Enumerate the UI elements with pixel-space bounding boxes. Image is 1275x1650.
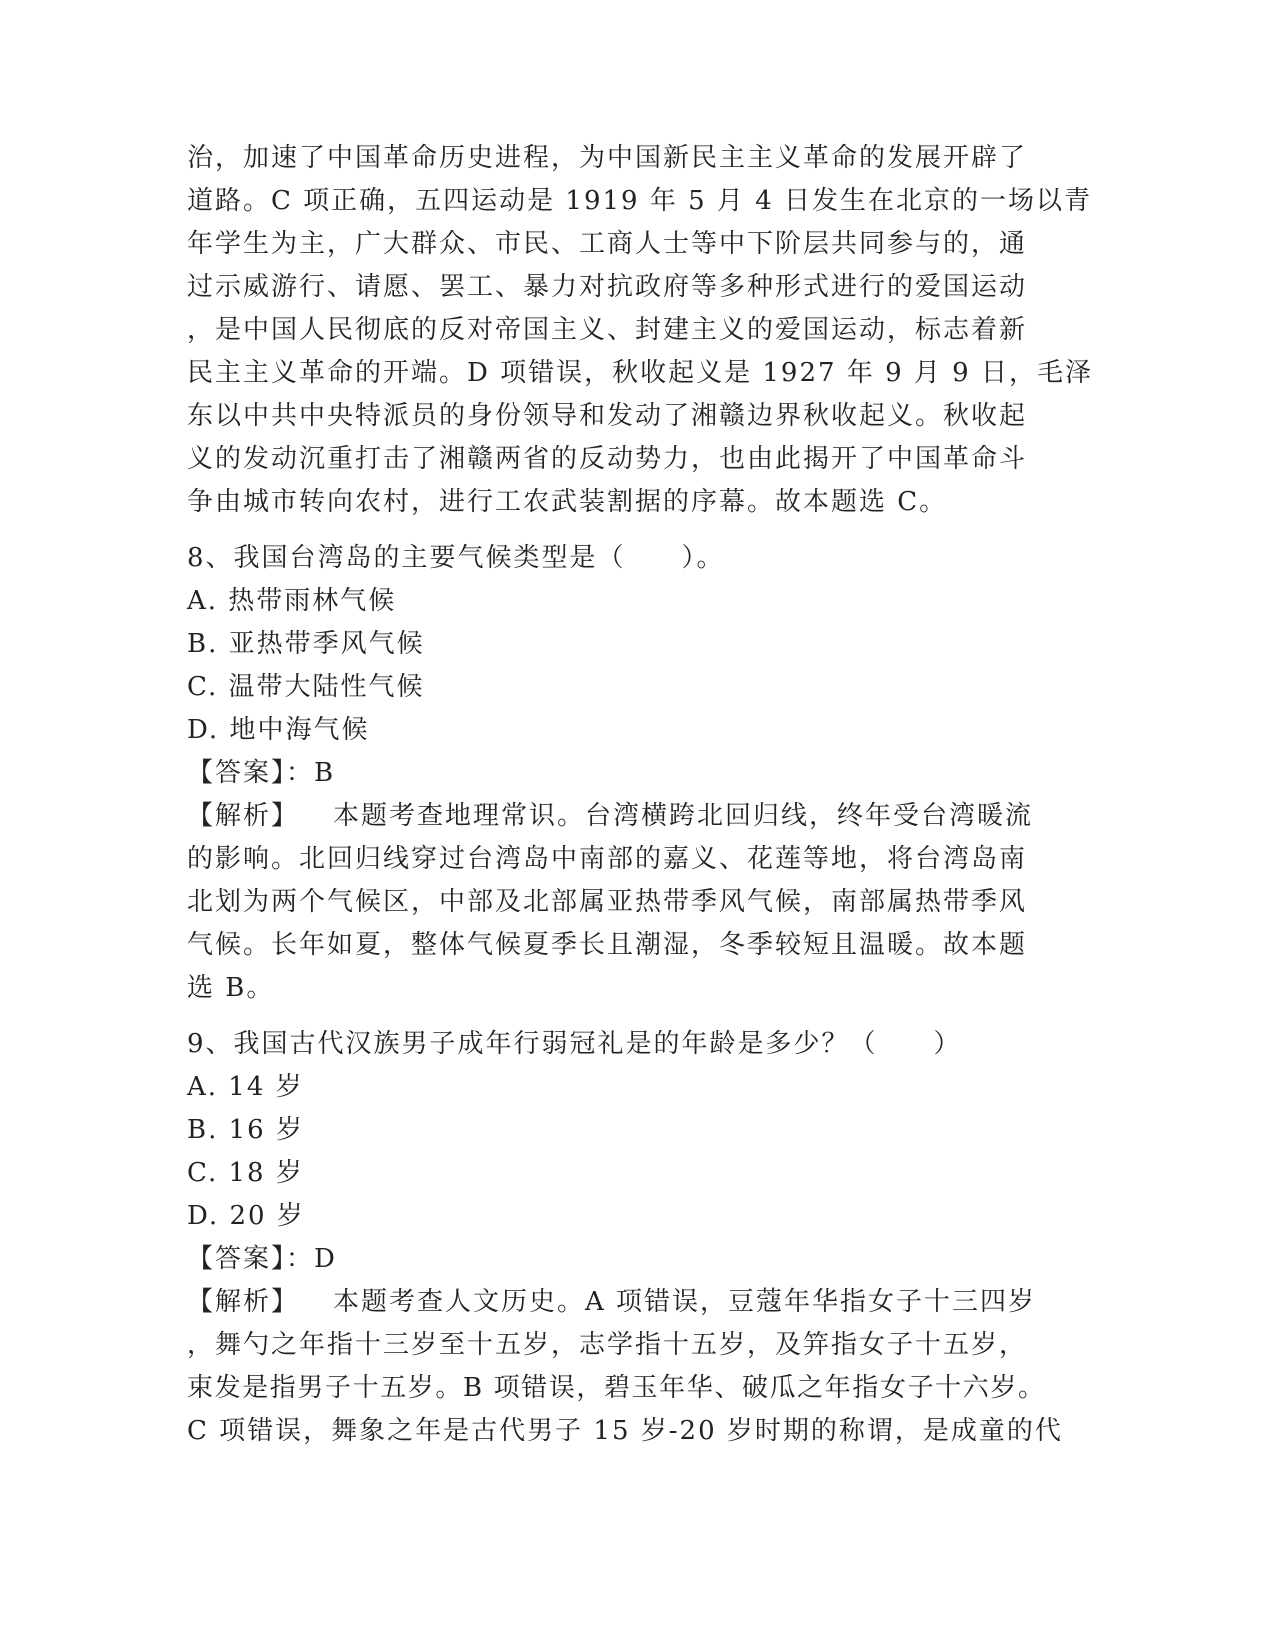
analysis-label: 【解析】 <box>187 1287 300 1317</box>
question-8-answer <box>187 756 1077 790</box>
question-8-analysis-first-line <box>187 799 1077 833</box>
prev-explanation-line: 过示威游行、请愿、罢工、暴力对抗政府等多种形式进行的爱国运动 <box>187 272 1028 302</box>
question-9-analysis-line: C 项错误，舞象之年是古代男子 15 岁-20 岁时期的称谓，是成童的代 <box>187 1416 1063 1446</box>
question-8-analysis-line: 选 B。 <box>187 973 275 1003</box>
prev-explanation-line: 义的发动沉重打击了湘赣两省的反动势力，也由此揭开了中国革命斗 <box>187 444 1028 474</box>
analysis-text: 本题考查人文历史。A 项错误，豆蔻年华指女子十三四岁 <box>333 1287 1037 1317</box>
answer-label: 【答案】： <box>187 1244 315 1274</box>
question-9-analysis-line: ，舞勺之年指十三岁至十五岁，志学指十五岁，及笄指女子十五岁， <box>187 1330 1028 1360</box>
prev-explanation-line: 东以中共中央特派员的身份领导和发动了湘赣边界秋收起义。秋收起 <box>187 401 1028 431</box>
question-9-option-c: C. 18 岁 <box>187 1158 304 1188</box>
question-8-analysis-line: 北划为两个气候区，中部及北部属亚热带季风气候，南部属热带季风 <box>187 887 1028 917</box>
question-9-option-b: B. 16 岁 <box>187 1115 304 1145</box>
question-9-analysis-first-line <box>187 1285 1077 1319</box>
question-8-analysis-line: 的影响。北回归线穿过台湾岛中南部的嘉义、花莲等地，将台湾岛南 <box>187 844 1028 874</box>
question-8-option-a: A. 热带雨林气候 <box>187 586 397 616</box>
question-9-answer <box>187 1242 1077 1276</box>
prev-explanation-line: 治，加速了中国革命历史进程，为中国新民主主义革命的发展开辟了 <box>187 143 1028 173</box>
question-8-analysis-line: 气候。长年如夏，整体气候夏季长且潮湿，冬季较短且温暖。故本题 <box>187 930 1028 960</box>
prev-explanation-line: 道路。C 项正确，五四运动是 1919 年 5 月 4 日发生在北京的一场以青 <box>187 186 1092 216</box>
question-8-text: 8、我国台湾岛的主要气候类型是（ ）。 <box>187 543 725 573</box>
analysis-label: 【解析】 <box>187 801 300 831</box>
prev-explanation-line: 争由城市转向农村，进行工农武装割据的序幕。故本题选 C。 <box>187 487 948 517</box>
prev-explanation-line: 年学生为主，广大群众、市民、工商人士等中下阶层共同参与的，通 <box>187 229 1028 259</box>
answer-value: B <box>314 758 336 788</box>
question-9-option-d: D. 20 岁 <box>187 1201 305 1231</box>
analysis-text: 本题考查地理常识。台湾横跨北回归线，终年受台湾暖流 <box>333 801 1034 831</box>
answer-value: D <box>314 1244 337 1274</box>
question-8-option-d: D. 地中海气候 <box>187 715 370 745</box>
answer-label: 【答案】： <box>187 758 315 788</box>
prev-explanation-line: 民主主义革命的开端。D 项错误，秋收起义是 1927 年 9 月 9 日，毛泽 <box>187 358 1093 388</box>
question-9-option-a: A. 14 岁 <box>187 1072 304 1102</box>
question-8-option-c: C. 温带大陆性气候 <box>187 672 425 702</box>
prev-explanation-line: ，是中国人民彻底的反对帝国主义、封建主义的爱国运动，标志着新 <box>187 315 1028 345</box>
question-8-option-b: B. 亚热带季风气候 <box>187 629 425 659</box>
question-9-analysis-line: 束发是指男子十五岁。B 项错误，碧玉年华、破瓜之年指女子十六岁。 <box>187 1373 1046 1403</box>
question-9-text: 9、我国古代汉族男子成年行弱冠礼是的年龄是多少？（ ） <box>187 1029 962 1059</box>
